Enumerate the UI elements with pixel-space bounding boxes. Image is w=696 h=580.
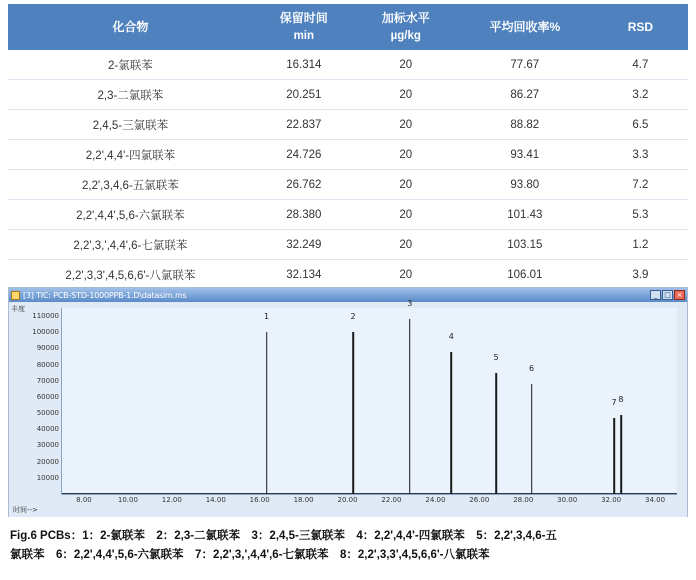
header-retention-time bbox=[253, 4, 355, 50]
cell-compound: 2,3-二氯联苯 bbox=[8, 80, 253, 110]
header-compound-main: 化合物 bbox=[112, 19, 149, 34]
x-axis-tick: 24.00 bbox=[425, 496, 446, 504]
chromatogram-window bbox=[8, 287, 688, 517]
chromatogram-peak bbox=[266, 332, 268, 494]
baseline bbox=[62, 493, 677, 494]
cell-average-recovery: 93.80 bbox=[457, 170, 593, 200]
cell-average-recovery: 88.82 bbox=[457, 110, 593, 140]
cell-compound: 2,2',3,3',4,5,6,6'-八氯联苯 bbox=[8, 260, 253, 291]
cell-compound: 2,2',4,4'-四氯联苯 bbox=[8, 140, 253, 170]
header-retention-time-main: 保留时间 bbox=[279, 11, 328, 25]
chromatogram-peak bbox=[409, 319, 411, 494]
cell-compound: 2,2',3,4,6-五氯联苯 bbox=[8, 170, 253, 200]
y-axis-tick: 100000 bbox=[32, 328, 59, 337]
table-row bbox=[8, 110, 688, 140]
cell-compound: 2,4,5-三氯联苯 bbox=[8, 110, 253, 140]
cell-rsd: 7.2 bbox=[593, 170, 688, 200]
peak-label: 6 bbox=[529, 364, 535, 374]
close-button[interactable]: × bbox=[674, 290, 685, 300]
table-row bbox=[8, 50, 688, 80]
cell-compound: 2,2',4,4',5,6-六氯联苯 bbox=[8, 200, 253, 230]
cell-spike-level: 20 bbox=[355, 80, 457, 110]
cell-retention-time: 16.314 bbox=[253, 50, 355, 80]
header-compound bbox=[8, 4, 253, 50]
y-axis-tick: 60000 bbox=[36, 392, 59, 401]
x-axis-tick: 30.00 bbox=[557, 496, 578, 504]
peak-label: 7 bbox=[611, 398, 617, 408]
x-axis-tick: 14.00 bbox=[205, 496, 226, 504]
y-axis-tick: 50000 bbox=[36, 409, 59, 418]
window-title: [3] TIC: PCB-STD-1000PPB-1.D\datasim.ms bbox=[23, 290, 187, 300]
table-row bbox=[8, 140, 688, 170]
table-row bbox=[8, 80, 688, 110]
peak-label: 4 bbox=[448, 331, 454, 341]
table-row bbox=[8, 170, 688, 200]
cell-retention-time: 32.134 bbox=[253, 260, 355, 291]
header-average-recovery-main: 平均回收率% bbox=[489, 19, 561, 34]
header-rsd-main: RSD bbox=[627, 19, 654, 34]
table-header-row bbox=[8, 4, 688, 50]
cell-spike-level: 20 bbox=[355, 260, 457, 291]
x-axis-tick: 18.00 bbox=[293, 496, 314, 504]
x-axis-tick: 22.00 bbox=[381, 496, 402, 504]
cell-spike-level: 20 bbox=[355, 170, 457, 200]
y-axis-tick: 30000 bbox=[36, 441, 59, 450]
x-axis-tick: 16.00 bbox=[249, 496, 270, 504]
y-axis-tick: 90000 bbox=[36, 344, 59, 353]
window-titlebar bbox=[9, 288, 687, 302]
x-axis-tick: 34.00 bbox=[645, 496, 666, 504]
y-axis-label: 丰度 bbox=[11, 305, 25, 313]
chromatogram-peak bbox=[531, 384, 533, 494]
x-axis-tick: 28.00 bbox=[513, 496, 534, 504]
caption-line-2: 氯联苯 6：2,2',4,4',5,6-六氯联苯 7：2,2',3,',4,4',6-七氯联苯 8：2,2',3,3',4,5,6,6'-八氯联苯 bbox=[10, 548, 490, 561]
cell-spike-level: 20 bbox=[355, 50, 457, 80]
cell-spike-level: 20 bbox=[355, 110, 457, 140]
cell-retention-time: 20.251 bbox=[253, 80, 355, 110]
header-average-recovery bbox=[457, 4, 593, 50]
cell-retention-time: 28.380 bbox=[253, 200, 355, 230]
y-axis-tick: 110000 bbox=[32, 312, 59, 321]
x-axis-tick: 8.00 bbox=[76, 496, 92, 504]
peak-label: 2 bbox=[350, 312, 356, 322]
x-axis-tick: 32.00 bbox=[601, 496, 622, 504]
x-axis-tick: 20.00 bbox=[337, 496, 358, 504]
window-controls bbox=[650, 290, 685, 300]
x-axis-tick: 12.00 bbox=[161, 496, 182, 504]
header-spike-level-main: 加标水平 bbox=[381, 11, 430, 25]
cell-retention-time: 22.837 bbox=[253, 110, 355, 140]
peak-label: 1 bbox=[264, 312, 270, 322]
caption-line-1: Fig.6 PCBs：1：2-氯联苯 2：2,3-二氯联苯 3：2,4,5-三氯联苯 4：2,2',4,4'-四氯联苯 5：2,2',3,4,6-五 bbox=[10, 530, 557, 542]
figure-caption bbox=[10, 527, 686, 565]
peak-label: 8 bbox=[618, 394, 624, 404]
cell-average-recovery: 86.27 bbox=[457, 80, 593, 110]
cell-rsd: 3.3 bbox=[593, 140, 688, 170]
chart-icon bbox=[11, 291, 20, 300]
header-spike-level bbox=[355, 4, 457, 50]
chromatogram-body bbox=[9, 299, 687, 517]
table-header bbox=[8, 4, 688, 50]
cell-retention-time: 32.249 bbox=[253, 230, 355, 260]
y-axis-tick: 70000 bbox=[36, 376, 59, 385]
cell-spike-level: 20 bbox=[355, 200, 457, 230]
header-rsd bbox=[593, 4, 688, 50]
recovery-table bbox=[8, 4, 688, 291]
chromatogram-peak bbox=[352, 332, 354, 494]
chromatogram-peak bbox=[451, 352, 453, 494]
cell-rsd: 3.9 bbox=[593, 260, 688, 291]
cell-rsd: 6.5 bbox=[593, 110, 688, 140]
maximize-button[interactable]: □ bbox=[662, 290, 673, 300]
y-axis-tick: 40000 bbox=[36, 425, 59, 434]
chromatogram-peak bbox=[613, 418, 615, 494]
cell-compound: 2,2',3,',4,4',6-七氯联苯 bbox=[8, 230, 253, 260]
table-body bbox=[8, 50, 688, 290]
cell-spike-level: 20 bbox=[355, 230, 457, 260]
table-row bbox=[8, 260, 688, 291]
cell-spike-level: 20 bbox=[355, 140, 457, 170]
cell-rsd: 1.2 bbox=[593, 230, 688, 260]
peak-label: 5 bbox=[493, 352, 499, 362]
x-axis-tick: 26.00 bbox=[469, 496, 490, 504]
cell-retention-time: 24.726 bbox=[253, 140, 355, 170]
y-axis-tick: 20000 bbox=[36, 457, 59, 466]
x-axis-label: 时间--> bbox=[13, 506, 38, 514]
cell-compound: 2-氯联苯 bbox=[8, 50, 253, 80]
cell-rsd: 5.3 bbox=[593, 200, 688, 230]
table-row bbox=[8, 200, 688, 230]
y-axis-tick: 80000 bbox=[36, 360, 59, 369]
header-spike-level-sub: µg/kg bbox=[390, 29, 421, 42]
cell-retention-time: 26.762 bbox=[253, 170, 355, 200]
cell-average-recovery: 77.67 bbox=[457, 50, 593, 80]
cell-rsd: 3.2 bbox=[593, 80, 688, 110]
recovery-table-container bbox=[8, 4, 688, 291]
chromatogram-plot[interactable] bbox=[32, 299, 677, 504]
cell-average-recovery: 103.15 bbox=[457, 230, 593, 260]
table-row bbox=[8, 230, 688, 260]
chromatogram-peak bbox=[495, 373, 497, 494]
chromatogram-peak bbox=[620, 415, 622, 494]
cell-average-recovery: 101.43 bbox=[457, 200, 593, 230]
y-axis-tick: 10000 bbox=[36, 473, 59, 482]
header-retention-time-sub: min bbox=[293, 29, 315, 42]
x-axis-tick: 10.00 bbox=[117, 496, 138, 504]
peak-label: 3 bbox=[407, 299, 413, 309]
minimize-button[interactable]: _ bbox=[650, 290, 661, 300]
cell-rsd: 4.7 bbox=[593, 50, 688, 80]
cell-average-recovery: 93.41 bbox=[457, 140, 593, 170]
cell-average-recovery: 106.01 bbox=[457, 260, 593, 291]
